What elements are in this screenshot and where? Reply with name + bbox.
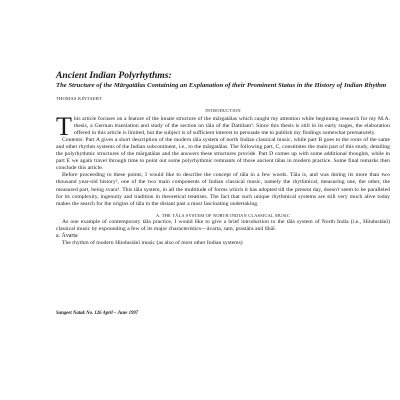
section-a-heading: A. THE TĀLA SYSTEM OF NORTH INDIAN CLASSICAL MUSIC: [156, 212, 290, 218]
before-paragraph: Before proceeding to these points, I would like to describe the concept of tāla in a few words. Tāla is, and was during its more than two thousand year-old history², one of the two main components of Indian classical music, namely the rhythmical, measuring one, the other, the measured part, being svara³. This tāla system, in all the multitude of forms which it has adopted till the present day, doesn't seem to be paralleled for its complexity, ingenuity and tradition in theoretical treatises. The fact that such unique rhythmical systems are still very much alive today makes the search for the origins of tāla in the distant past a most fascinating undertaking.: [56, 172, 390, 207]
introduction-heading: INTRODUCTION: [205, 107, 241, 113]
article-author: THOMAS KINTAERT: [56, 95, 102, 101]
section-a-paragraph: As one example of contemporary tāla practice, I would like to give a brief introduction to the tāla system of North India (i.e., Hindustānī) classical music by expounding a few of its major characteristics—āvarta, sam, prastāra and tīhāī.: [56, 218, 390, 232]
drop-cap: T: [56, 111, 72, 141]
article-page: [56, 0, 390, 316]
article-subtitle: The Structure of the Mārgatālas Containing an Explanation of their Prominent Status in the History of Indian Rhythm: [56, 82, 387, 89]
journal-footer: Sangeet Natak No. 126 April – June 1997: [56, 311, 139, 316]
intro-paragraph: [56, 111, 390, 141]
article-title: Ancient Indian Polyrhythms:: [56, 70, 172, 81]
subsection-label: a. Āvarta: [56, 233, 78, 239]
contents-paragraph: Contents: Part A gives a short description of the modern tāla system of north Indian classical music, while part B goes to the roots of the same and other rhythm systems of the Indian subcontinent, i.e., to the mārgatālas. The following part, C, constitutes the main part of this study, detailing the polyrhythmic structures of the mārgatālas and the answers these structures provide. Part D comes up with some additional thoughts, while in part E we again travel through time to point out some polyrhythmic remnants of those ancient tālas in modern practice. Some final remarks then conclude this article.: [56, 136, 390, 172]
intro-text: his article focuses on a feature of the innate structure of the mārgatālas which caught my attention while beginning research for my M.A. thesis, a German translation and study of the section on tāla of the Dattilam¹. Since this thesis is still in its early stages, the elaboration offered in this article is limited, but the subject is of sufficient interest to persuade me to publish my findings somewhat prematurely.: [73, 115, 390, 136]
subsection-paragraph: The rhythm of modern Hindustānī music (as also of most other Indian systems): [62, 240, 243, 246]
